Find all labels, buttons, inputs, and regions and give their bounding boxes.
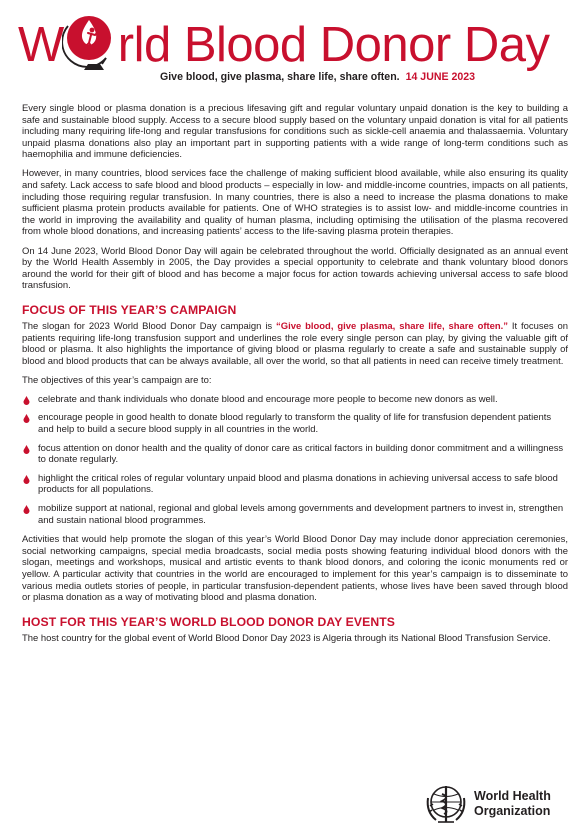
objective-item [22,412,568,435]
objectives-intro: The objectives of this year’s campaign are to: [22,374,212,386]
objective-text: celebrate and thank individuals who donate blood and encourage more people to become new donors as well. [38,393,498,405]
campaign-slogan-paragraph [22,321,568,367]
campaign-slogan-subtitle: Give blood, give plasma, share life, share often. [160,71,400,83]
objective-item [22,443,568,466]
slogan-intro-text: The slogan for 2023 World Blood Donor Day campaign is [22,320,277,332]
intro-paragraph-3: On 14 June 2023, World Blood Donor Day will again be celebrated throughout the world. Officially designated as an annual event by the World Health Assembly in 2005, the Day provides a special opportunity to celebrate and thank voluntary blood donors around the world for their gift of blood and has become a major focus for action towards achieving universal access to safe blood transfusion. [22,245,568,292]
page-subtitle [160,71,580,83]
who-logo [424,782,574,826]
page-title [18,8,578,74]
objective-text: highlight the critical roles of regular voluntary unpaid blood and plasma donations in achieving universal access to safe blood products for all populations. [38,472,558,496]
who-wordmark [474,789,551,819]
main-content [22,103,568,652]
campaign-heading: FOCUS OF THIS YEAR’S CAMPAIGN [22,302,237,317]
objective-item [22,394,568,406]
who-emblem-icon [424,782,468,826]
blood-drop-bullet-icon [23,396,30,405]
blood-drop-bullet-icon [23,414,30,423]
who-wordmark-line-1: World Health [474,789,551,803]
intro-paragraph-2: However, in many countries, blood services face the challenge of making sufficient blood available, while also ensuring its quality and safety. Lack access to safe blood and blood products – especially in low- and middle-income countries, impacts on all patients, including those requiring regular transfusion. In many countries, there is also a need to increase the plasma donations to make sufficient plasma protein products available for patients. One of WHO strategies is to assist low- and middle-income countries in the world in improving the availability and quality of human plasma, including optimising the utilisation of the plasma recovered from whole blood donations, and increasing patients’ access to the life-saving plasma protein therapies. [22,168,568,238]
slogan-description: It focuses on patients requiring life-long transfusion support and underlines the role every single person can play, by giving the valuable gift of blood or plasma. It also highlights the importance of giving blood or plasma regularly to create a safe and sustainable supply of blood and blood products that can be always available, all over the world, so that all patients in need can receive timely treatment. [22,320,568,367]
host-heading: HOST FOR THIS YEAR’S WORLD BLOOD DONOR DAY EVENTS [22,614,396,629]
title-text: rld Blood Donor Day [117,18,550,72]
host-paragraph: The host country for the global event of World Blood Donor Day 2023 is Algeria through its National Blood Transfusion Service. [22,632,551,644]
objectives-list [22,394,568,526]
globe-logo-icon [62,8,120,74]
who-wordmark-line-2: Organization [474,804,551,818]
objective-item [22,473,568,496]
objective-text: encourage people in good health to donate blood regularly to transform the quality of life for transfusion dependent patients and help to build a secure blood supply in all countries in the world. [38,412,552,436]
page-header [18,8,578,74]
blood-drop-bullet-icon [23,505,30,514]
objective-text: focus attention on donor health and the quality of donor care as critical factors in building donor commitment and a willingness to donate regularly. [38,442,564,466]
title-letter-w: W [18,18,64,72]
blood-drop-bullet-icon [23,445,30,454]
event-date: 14 JUNE 2023 [405,71,476,83]
activities-paragraph: Activities that would help promote the slogan of this year’s World Blood Donor Day may include donor appreciation ceremonies, social networking campaigns, special media broadcasts, social media posts showing featuring individual blood donors with the slogan, meetings and workshops, musical and artistic events to thank blood donors, and coloring the iconic monuments red or yellow. A particular activity that countries in the world are encouraged to implement for this year’s campaign is to disseminate to various media outlets stories of people, in particular transfusion-dependent patients, whose lives have been saved through blood or plasma donation as a way of motivating blood and plasma donation. [22,534,568,604]
blood-drop-bullet-icon [23,475,30,484]
objective-item [22,503,568,526]
intro-paragraph-1: Every single blood or plasma donation is a precious lifesaving gift and regular voluntary unpaid donation is the key to building a safe and sustainable blood supply. Access to a secure blood supply based on the voluntary unpaid donation is vital for all patients including many requiring life-long and regular transfusions for conditions such as sickle-cell anaemia and thalassaemia. Voluntary unpaid plasma donations also play an important part in supporting patients with a wide range of long-term conditions such as haemophilia and immune deficiencies. [22,103,568,161]
objective-text: mobilize support at national, regional and global levels among governments and development partners to invest in, strengthen and sustain national blood programmes. [38,503,564,526]
slogan-highlight: “Give blood, give plasma, share life, share often.” [276,320,508,332]
